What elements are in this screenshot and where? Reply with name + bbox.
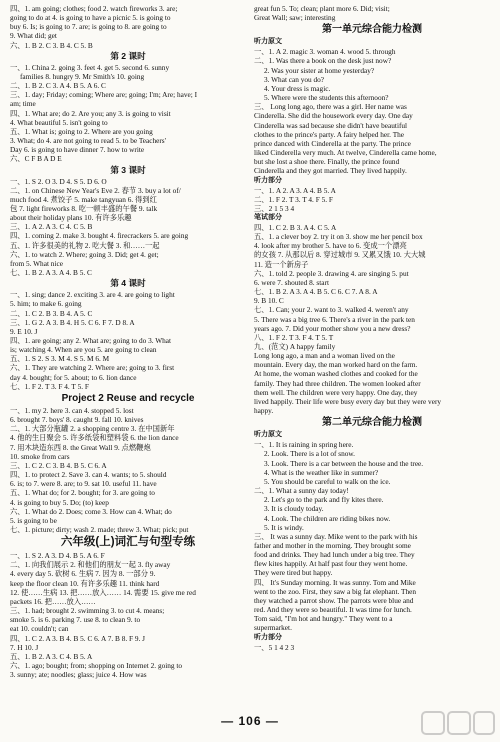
answer-line: At home, the woman washed clothes and cooked for the [254,369,418,379]
answer-line: supermarket. [254,623,292,633]
answer-line: 六、1. What do 2. Does; come 3. How can 4. What; do [10,506,172,516]
answer-line: 5. You should be careful to walk on the ice. [264,476,391,486]
answer-line: 二、1. on Chinese New Year's Eve 2. 春节 3. buy a lot of/ [10,185,181,195]
answer-line: 三、1. had; brought 2. swimming 3. to cut 4. means; [10,606,165,616]
answer-line: them well. The children were very happy. One day, they [254,387,418,397]
answer-line: 2. Let's go to the park and fly kites there. [264,495,384,505]
answer-line: 四、1. What are; do 2. Are you; any 3. is going to visit [10,108,171,118]
answer-line: 七、1. Can; your 2. want to 3. walked 4. weren't any [254,305,409,315]
section-label: 听力原文 [254,38,282,46]
answer-line: 六、C F B A D E [10,154,62,164]
answer-line: from 5. What nice [10,258,63,268]
answer-line: 二、1. Was there a book on the desk just now? [254,56,392,66]
answer-line: 八、1. F 2. T 3. F 4. T 5. T [254,332,334,342]
answer-line: 5. is going to be [10,515,57,525]
watermark-logo-icon [420,708,496,740]
answer-line: packets 16. 把……放入…… [10,596,96,606]
answer-line: 一、1. S 2. O 3. D 4. S 5. D 6. O [10,176,107,186]
answer-line: 包 7. light fireworks 8. 吃一顿丰盛的午餐 9. talk [10,203,158,213]
answer-line: 七、1. B 2. A 3. A 4. B 5. C [10,268,92,278]
answer-line: liked Cinderella very much. At twelve, Cinderella came home, [254,148,437,158]
answer-line: 四、1. C 2. B 3. A 4. C 5. A [254,222,337,232]
answer-line: 2. Was your sister at home yesterday? [264,65,375,75]
answer-line: 四、1. C 2. A 3. B 4. B 5. C 6. A 7. B 8. F 9. J [10,633,146,643]
answer-line: 4. Look. The children are riding bikes now. [264,513,391,523]
page-number: — 106 — [221,714,279,728]
answer-line: 四、1. am going; clothes; food 2. watch fireworks 3. are; [10,4,178,13]
answer-line: they watched a parrot show. The parrots were blue and [254,595,414,605]
answer-line: 六、1. B 2. C 3. B 4. C 5. B [10,40,93,50]
answer-line: Long long ago, a man and a woman lived on the [254,351,395,361]
answer-line: eat 10. couldn't; can [10,624,69,634]
answer-line: happy. [254,406,274,416]
answer-line: day 4. bought; for 5. about; to 6. lion dance [10,372,137,382]
answer-line: 四、 It's Sunday morning. It was sunny. Tom and Mike [254,577,416,587]
answer-line: mountain. Every day, the man worked hard on the farm. [254,360,418,370]
answer-line: 11. 造一个新房子 [254,259,309,269]
answer-line: Tom said, "I'm hot and hungry." They went to a [254,614,393,624]
answer-line: 6. were 7. shouted 8. start [254,277,329,287]
answer-line: 3. Look. There is a car between the house and the tree. [264,458,424,468]
answer-line: 五、1. B 2. A 3. C 4. B 5. A [10,651,93,661]
answer-line: 6. is; to 7. were 8. are; to 9. sat 10. useful 11. have [10,479,157,489]
answer-line: 4. every day 5. 砍树 6. 生病 7. 因为 8. 一部分 9. [10,569,156,579]
answer-line: 7. 用木块造东西 8. the Great Wall 9. 点燃鞭炮 [10,442,151,452]
answer-line: 七、1. B 2. A 3. A 4. B 5. C 6. C 7. A 8. A [254,287,378,297]
answer-line: buy 6. Is; is going to 7. are; is going to 8. are going to [10,22,167,32]
answer-line: 四、1. coming 2. make 3. bought 4. firecrackers 5. are going [10,231,189,241]
answer-line: 五、1. What is; going to 2. Where are you going [10,126,153,136]
answer-line: families 8. hungry 9. Mr Smith's 10. going [20,71,145,81]
answer-line: 一、1. S 2. A 3. D 4. B 5. A 6. F [10,551,105,561]
answer-line: 二、1. F 2. T 3. T 4. F 5. F [254,194,333,204]
answer-line: 四、1. are going; any 2. What are; going to do 3. What [10,336,172,345]
section-heading: 六年级(上)词汇与句型专练 [60,536,196,549]
answer-line: Day 6. is going to have dinner 7. how to write [10,145,145,155]
answer-line: Cinderella and they got married. They lived happily. [254,166,407,176]
answer-line: 七、1. F 2. T 3. F 4. T 5. F [10,381,89,391]
answer-line: 二、1. 大部分瓶罐 2. a shopping centre 3. 在中国新年 [10,424,175,434]
answer-line: 4. Your dress is magic. [264,83,331,93]
section-heading: 第 2 课时 [110,50,146,61]
answer-line: but she lost a shoe there. Finally, the prince found [254,157,400,167]
answer-line: 三、1. A 2. A 3. C 4. C 5. B [10,222,93,232]
answer-line: clothes to the prince's party. A fairy helped her. The [254,129,405,139]
answer-line: 9. What did; get [10,31,57,41]
answer-line: prince danced with Cinderella at the party. The prince [254,138,411,148]
answer-line: flew kites happily. At half past four they went home. [254,559,408,569]
answer-line: 一、1. sing; dance 2. exciting 3. are 4. are going to light [10,290,175,300]
answer-line: 三、2 1 5 3 4 [254,203,295,213]
answer-line: Cinderella was sad because she didn't have beautiful [254,120,408,130]
answer-line: 一、1. A 2. A 3. A 4. B 5. A [254,185,336,195]
answer-line: 六、1. told 2. people 3. drawing 4. are singing 5. put [254,268,409,278]
answer-line: 3. What; do 4. are not going to read 5. to be Teachers' [10,136,166,146]
answer-line: 一、1. my 2. here 3. can 4. stopped 5. lost [10,405,134,415]
answer-line: 4. What is the weather like in summer? [264,467,379,477]
answer-line: much food 4. 煮饺子 5. make tangyuan 6. 得到红 [10,194,157,204]
section-label: 听力原文 [254,431,282,439]
answer-line: 一、1. A 2. magic 3. woman 4. wood 5. through [254,47,396,57]
answer-line: going to do at 4. is going to have a picnic 5. is going to [10,13,171,23]
answer-line: 五、1. What do; for 2. bought; for 3. are going to [10,488,155,498]
answer-line: am; time [10,99,36,109]
answer-line: 5. him; to make 6. going [10,299,82,309]
answer-line: family. They had three children. The women looked after [254,378,421,388]
section-heading: Project 2 Reuse and recycle [61,392,195,404]
section-heading: 第二单元综合能力检测 [322,417,422,429]
answer-line: red. And they were so beautiful. It was time for lunch. [254,605,412,615]
answer-line: 4. What beautiful 5. isn't going to [10,117,108,127]
answer-line: 二、1. What a sunny day today! [254,486,349,496]
answer-line: 3. It is cloudy today. [264,504,324,514]
answer-line: 10. smoke from cars [10,451,70,461]
answer-line: great fun 5. To; clean; plant more 6. Did; visit; [254,4,390,13]
answer-line: 四、1. to protect 2. Save 3. can 4. wants; to 5. should [10,470,167,480]
answer-line: 3. What can you do? [264,74,325,84]
answer-line: Cinderella. She did the housework every day. One day [254,111,413,121]
answer-line: 二、1. 向我们展示 2. 和他们的朋友一起 3. fly away [10,560,171,570]
answer-line: 一、1. China 2. going 3. feet 4. get 5. second 6. sunny [10,62,170,72]
right-column [254,4,490,652]
answer-line: years ago. 7. Did your mother show you a new dress? [254,323,411,333]
answer-line: 4. is going to buy 5. Do; (to) keep [10,497,109,507]
answer-line: 五、1. 许多很美的礼物 2. 吃大餐 3. 和……一起 [10,240,160,250]
page-number-value: 106 [238,714,262,728]
answer-line: 九、(范文) A happy family [254,342,336,351]
answer-line: 二、1. C 2. B 3. B 4. A 5. C [10,308,93,318]
answer-line: lived happily. Their life were busy every day but they were very [254,396,442,406]
answer-line: 七、1. picture; dirty; wash 2. made; threw 3. What; pick; put [10,524,189,534]
answer-line: Great Wall; saw; interesting [254,13,336,23]
answer-line: about their holiday plans 10. 有许多乐趣 [10,213,132,223]
answer-line: 3. sunny; ate; noodles; glass; juice 4. How was [10,670,147,680]
answer-line: 5. There was a big tree 6. There's a river in the park ten [254,314,415,324]
answer-line: 六、1. to watch 2. Where; going 3. Did; get 4. get; [10,249,159,259]
section-heading: 第 4 课时 [110,278,146,289]
answer-line: 六、1. They are watching 2. Where are; going to 3. first [10,363,175,373]
answer-line: 6. brought 7. boys' 8. caught 9. fall 10. knives [10,415,144,425]
answer-line: 12. 使……生病 13. 把……放入…… 14. 需要 15. give me red [10,587,196,597]
answer-line: 的女孩 7. 从那以后 8. 穿过城市 9. 又累又饿 10. 大大城 [254,250,426,260]
answer-line: went to the zoo. First, they saw a big fat elephant. Then [254,586,416,596]
section-heading: 第 3 课时 [110,164,146,175]
answer-line: 7. H 10. J [10,642,39,652]
answer-line: keep the floor clean 10. 有许多乐趣 11. think hard [10,578,160,588]
left-column [10,4,246,679]
answer-line: 六、1. ago; bought; from; shopping on Internet 2. going to [10,661,183,670]
answer-line: 五、1. S 2. S 3. M 4. S 5. M 6. M [10,354,110,364]
answer-line: 9. E 10. J [10,326,38,336]
answer-line: 三、1. day; Friday; coming; Where are; going; I'm; Are; have; I [10,90,198,100]
answer-line: 三、1. G 2. A 3. B 4. H 5. C 6. F 7. D 8. A [10,317,135,327]
answer-line: 4. look after my brother 5. have to 6. 变成一个漂亮 [254,241,407,251]
answer-line: 5. It is windy. [264,522,304,532]
section-label: 笔试部分 [254,213,282,221]
answer-line: smoke 5. is 6. parking 7. use 8. to clean 9. to [10,615,141,625]
answer-line: 三、1. C 2. C 3. B 4. B 5. C 6. A [10,460,107,470]
answer-line: is; watching 4. When are you 5. are going to clean [10,345,157,355]
answer-line: 9. B 10. C [254,296,284,306]
answer-line: 三、 It was a sunny day. Mike went to the park with his [254,531,418,541]
answer-line: food and drinks. They had lunch under a big tree. They [254,550,415,560]
section-label: 听力部分 [254,633,282,641]
section-heading: 第一单元综合能力检测 [322,24,422,36]
answer-line: 4. 他的生日聚会 5. 许多纸袋和塑料袋 6. the lion dance [10,433,179,443]
answer-line: father and mother in the morning. They brought some [254,540,411,550]
section-label: 听力部分 [254,176,282,184]
answer-line: 二、1. B 2. C 3. A 4. B 5. A 6. C [10,81,106,91]
answer-line: They were tired but happy. [254,568,333,578]
answer-line: 一、5 1 4 2 3 [254,642,295,652]
answer-line: 5. Where were the students this afternoon? [264,93,389,103]
answer-line: 2. Look. There is a lot of snow. [264,449,355,459]
answer-line: 一、1. It is raining in spring here. [254,440,354,450]
answer-line: 三、 Long long ago, there was a girl. Her name was [254,102,407,112]
answer-line: 五、1. a clever boy 2. try it on 3. show me her pencil box [254,232,423,242]
